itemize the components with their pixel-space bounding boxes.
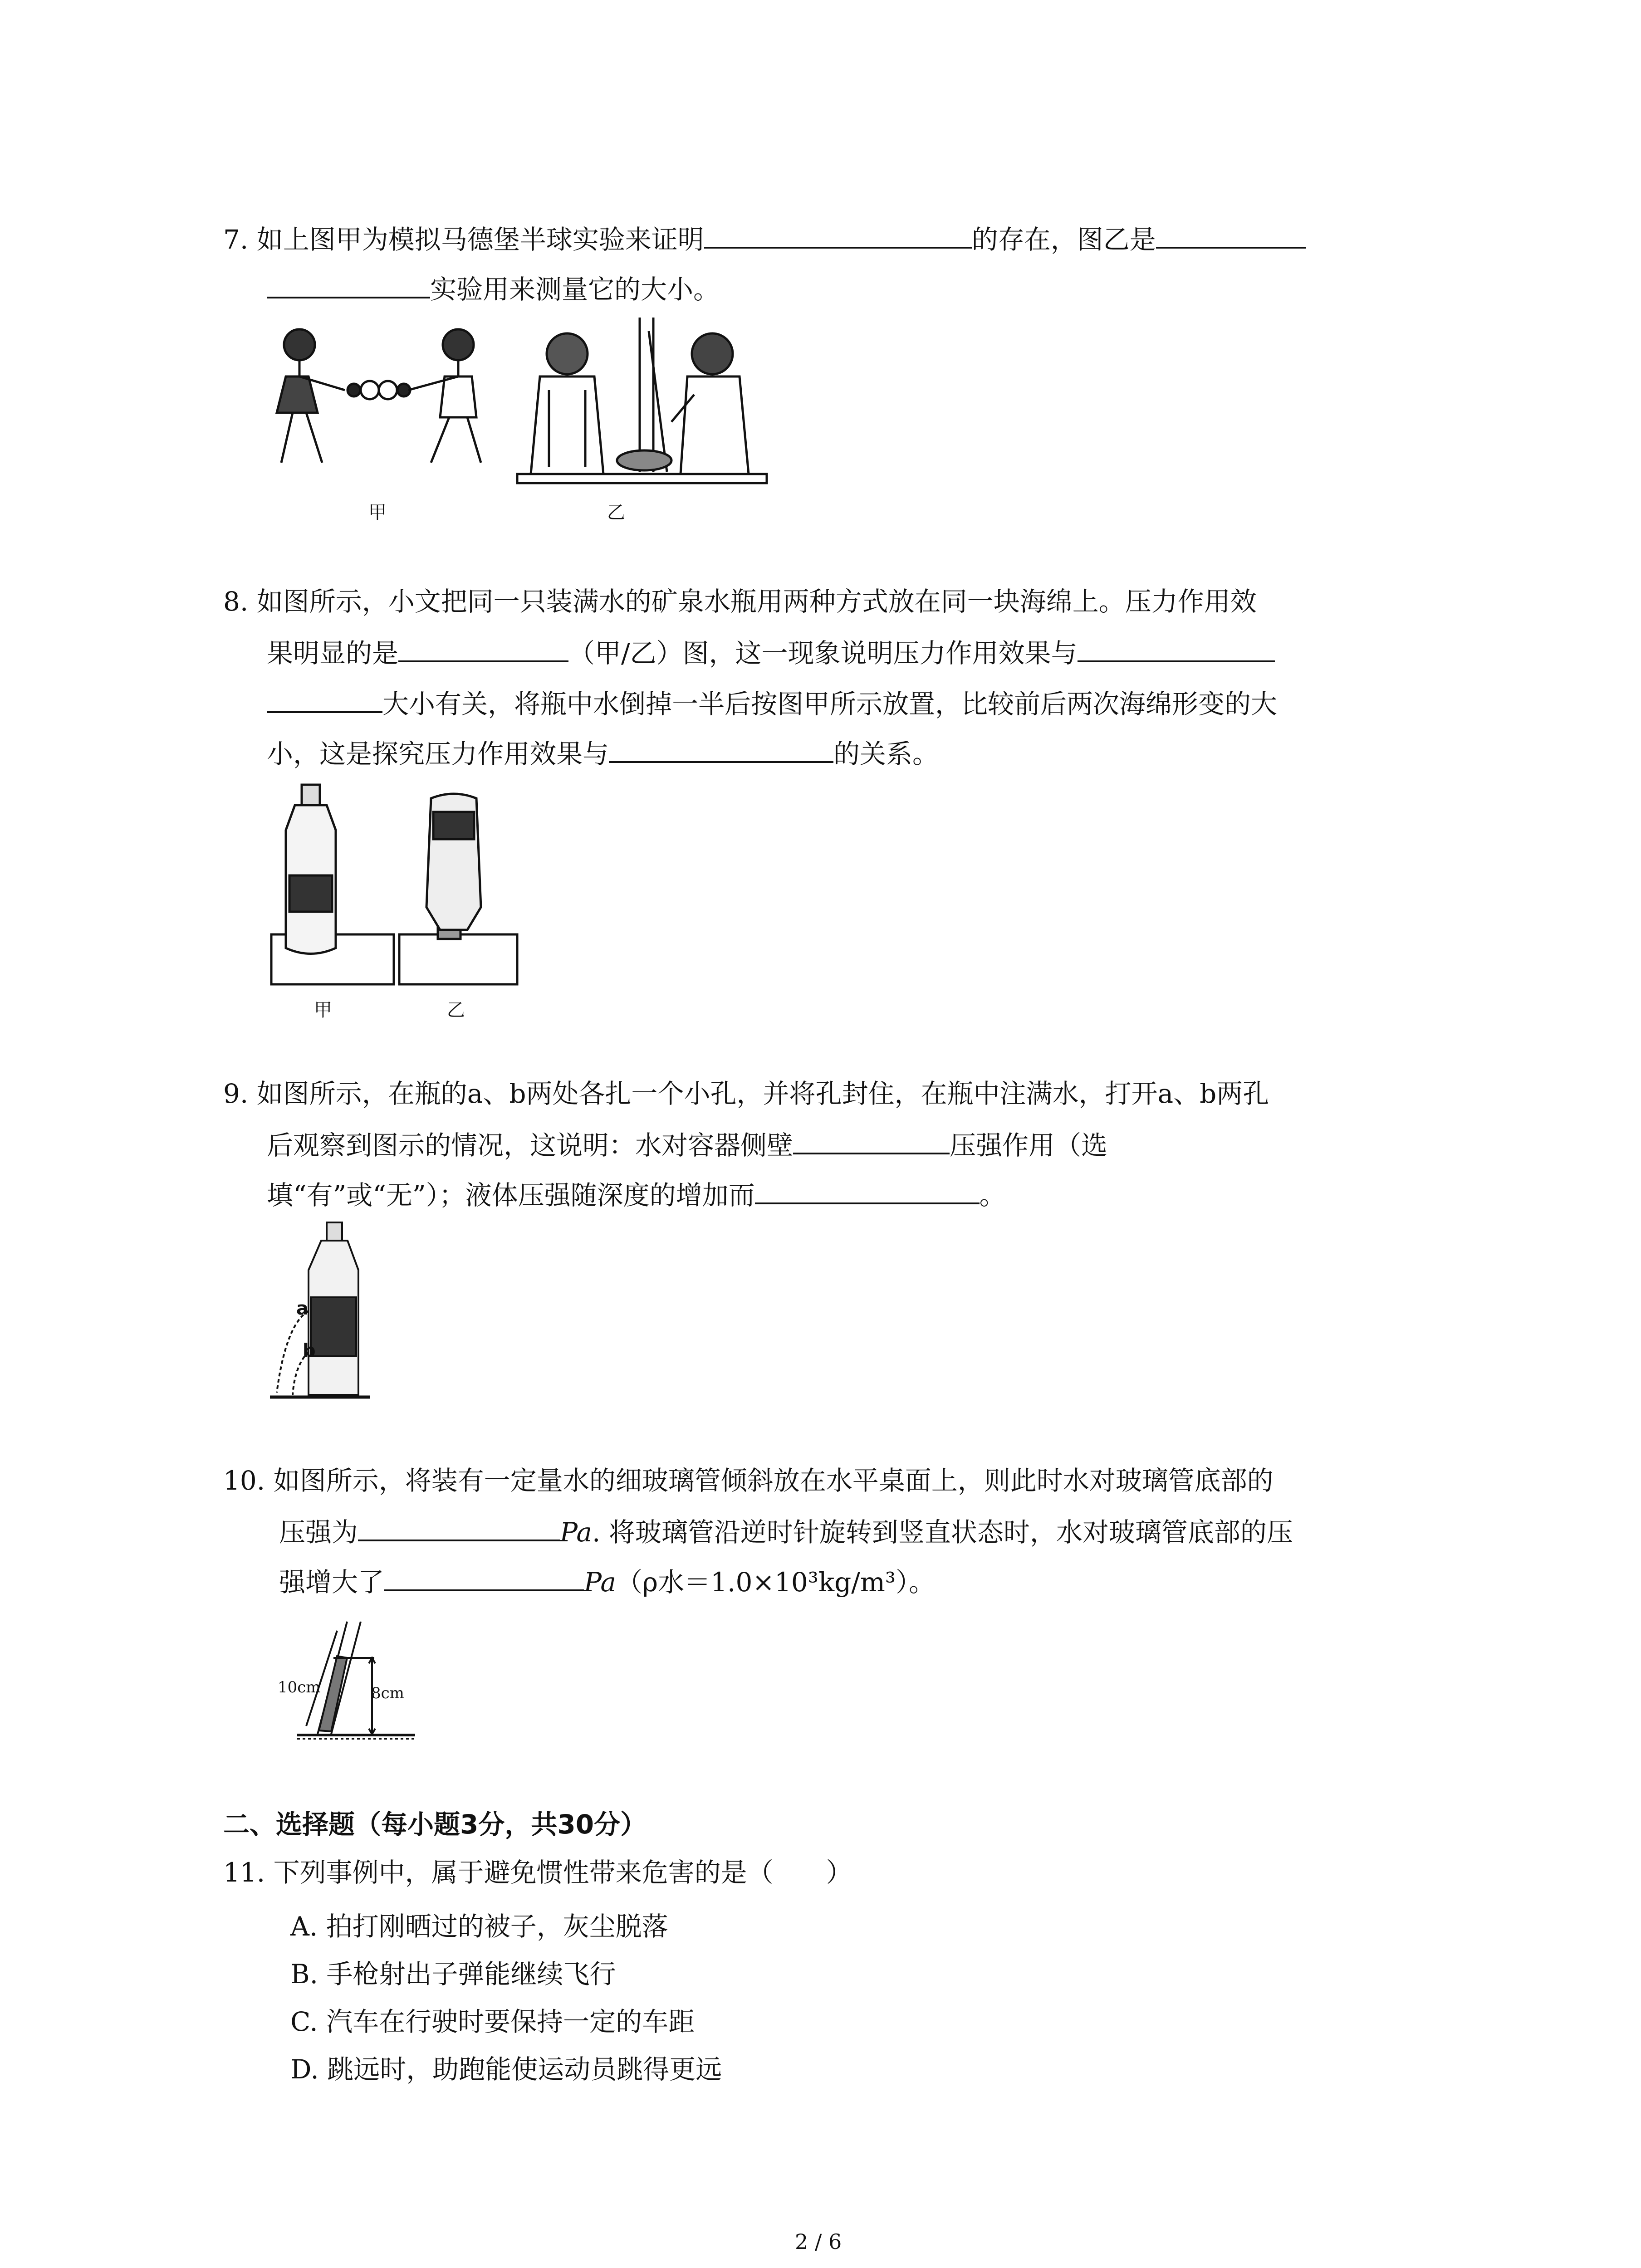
q8-text-4a: 小，这是探究压力作用效果与 <box>267 738 609 769</box>
q10-blank-2[interactable] <box>384 1564 584 1591</box>
q10-blank-1[interactable] <box>358 1514 560 1541</box>
q7-line1 <box>223 221 1306 256</box>
q7-caption-yi: 乙 <box>607 502 625 523</box>
q10-line1 <box>223 1464 1274 1497</box>
q8-text-1: 如图所示，小文把同一只装满水的矿泉水瓶用两种方式放在同一块海绵上。压力作用效 <box>256 586 1257 617</box>
q9-line3 <box>267 1177 1006 1212</box>
q7-figure-jia <box>268 327 504 481</box>
q10-unit-2: Pa <box>584 1567 617 1598</box>
q8-caption-jia: 甲 <box>314 1000 332 1021</box>
q8-number: 8. <box>223 586 249 617</box>
q11-option-d[interactable]: D. 跳远时，助跑能使运动员跳得更远 <box>290 2054 722 2085</box>
q8-figure <box>268 780 522 993</box>
q9-label-b: b <box>303 1340 316 1361</box>
q9-blank-2[interactable] <box>755 1177 980 1204</box>
q9-number: 9. <box>223 1078 249 1109</box>
q10-label-10cm: 10cm <box>278 1678 321 1696</box>
q8-text-3: 大小有关，将瓶中水倒掉一半后按图甲所示放置，比较前后两次海绵形变的大 <box>382 689 1278 719</box>
q7-text-2: 实验用来测量它的大小。 <box>430 274 720 305</box>
q11-stem: 11. 下列事例中，属于避免惯性带来危害的是（ ） <box>223 1857 852 1888</box>
q7-text-1a: 如上图甲为模拟马德堡半球实验来证明 <box>256 224 704 255</box>
q11-option-a[interactable]: A. 拍打刚晒过的被子，灰尘脱落 <box>290 1911 668 1942</box>
q11-option-b[interactable]: B. 手枪射出子弹能继续飞行 <box>290 1959 616 1989</box>
q9-text-2a: 后观察到图示的情况，这说明：水对容器侧壁 <box>267 1130 794 1161</box>
q10-line2 <box>279 1514 1293 1549</box>
q10-line3 <box>279 1564 935 1598</box>
q8-blank-2[interactable] <box>1078 635 1275 662</box>
q8-blank-3[interactable] <box>267 686 382 713</box>
q9-line1 <box>223 1077 1269 1110</box>
q10-text-2a: 压强为 <box>279 1517 358 1548</box>
q9-text-3a: 填“有”或“无”）；液体压强随深度的增加而 <box>267 1180 755 1211</box>
q7-caption-jia: 甲 <box>368 502 387 523</box>
q9-label-a: a <box>296 1298 309 1319</box>
page-number: 2 / 6 <box>795 2229 842 2254</box>
q9-line2 <box>267 1127 1107 1162</box>
q7-number: 7. <box>223 224 249 255</box>
q7-line2 <box>267 271 720 306</box>
section2-heading: 二、选择题（每小题3分，共30分） <box>223 1809 647 1840</box>
q8-line4 <box>267 736 939 770</box>
q7-text-1b: 的存在，图乙是 <box>971 224 1156 255</box>
q10-number: 10. <box>223 1465 265 1496</box>
q10-text-3a: 强增大了 <box>279 1567 385 1598</box>
q8-blank-4[interactable] <box>609 736 833 763</box>
q7-blank-3[interactable] <box>267 271 430 298</box>
q10-unit-1: Pa <box>560 1517 593 1548</box>
q10-label-8cm: 8cm <box>371 1684 404 1702</box>
q8-text-4b: 的关系。 <box>833 738 939 769</box>
q8-line1 <box>223 585 1257 618</box>
q7-blank-1[interactable] <box>704 221 972 249</box>
q9-text-1: 如图所示，在瓶的a、b两处各扎一个小孔，并将孔封住，在瓶中注满水，打开a、b两孔 <box>256 1078 1269 1109</box>
q9-text-2b: 压强作用（选 <box>950 1130 1108 1161</box>
q11-option-c[interactable]: C. 汽车在行驶时要保持一定的车距 <box>290 2006 695 2037</box>
q9-blank-1[interactable] <box>793 1127 950 1154</box>
q8-caption-yi: 乙 <box>447 1000 465 1021</box>
q9-text-3b: 。 <box>979 1180 1006 1211</box>
q8-text-2b: （甲/乙）图，这一现象说明压力作用效果与 <box>568 638 1078 669</box>
q7-blank-2[interactable] <box>1156 221 1306 249</box>
q8-line2 <box>267 635 1275 670</box>
q10-text-3b: （ρ水＝1.0×10³kg/m³）。 <box>616 1567 936 1598</box>
q7-figure-yi <box>513 313 771 494</box>
q8-text-2a: 果明显的是 <box>267 638 399 669</box>
q8-blank-1[interactable] <box>398 635 568 662</box>
q10-text-1: 如图所示，将装有一定量水的细玻璃管倾斜放在水平桌面上，则此时水对玻璃管底部的 <box>273 1465 1274 1496</box>
q10-text-2b: . 将玻璃管沿逆时针旋转到竖直状态时，水对玻璃管底部的压 <box>592 1517 1293 1548</box>
q9-figure <box>268 1220 386 1402</box>
q8-line3 <box>267 686 1277 720</box>
